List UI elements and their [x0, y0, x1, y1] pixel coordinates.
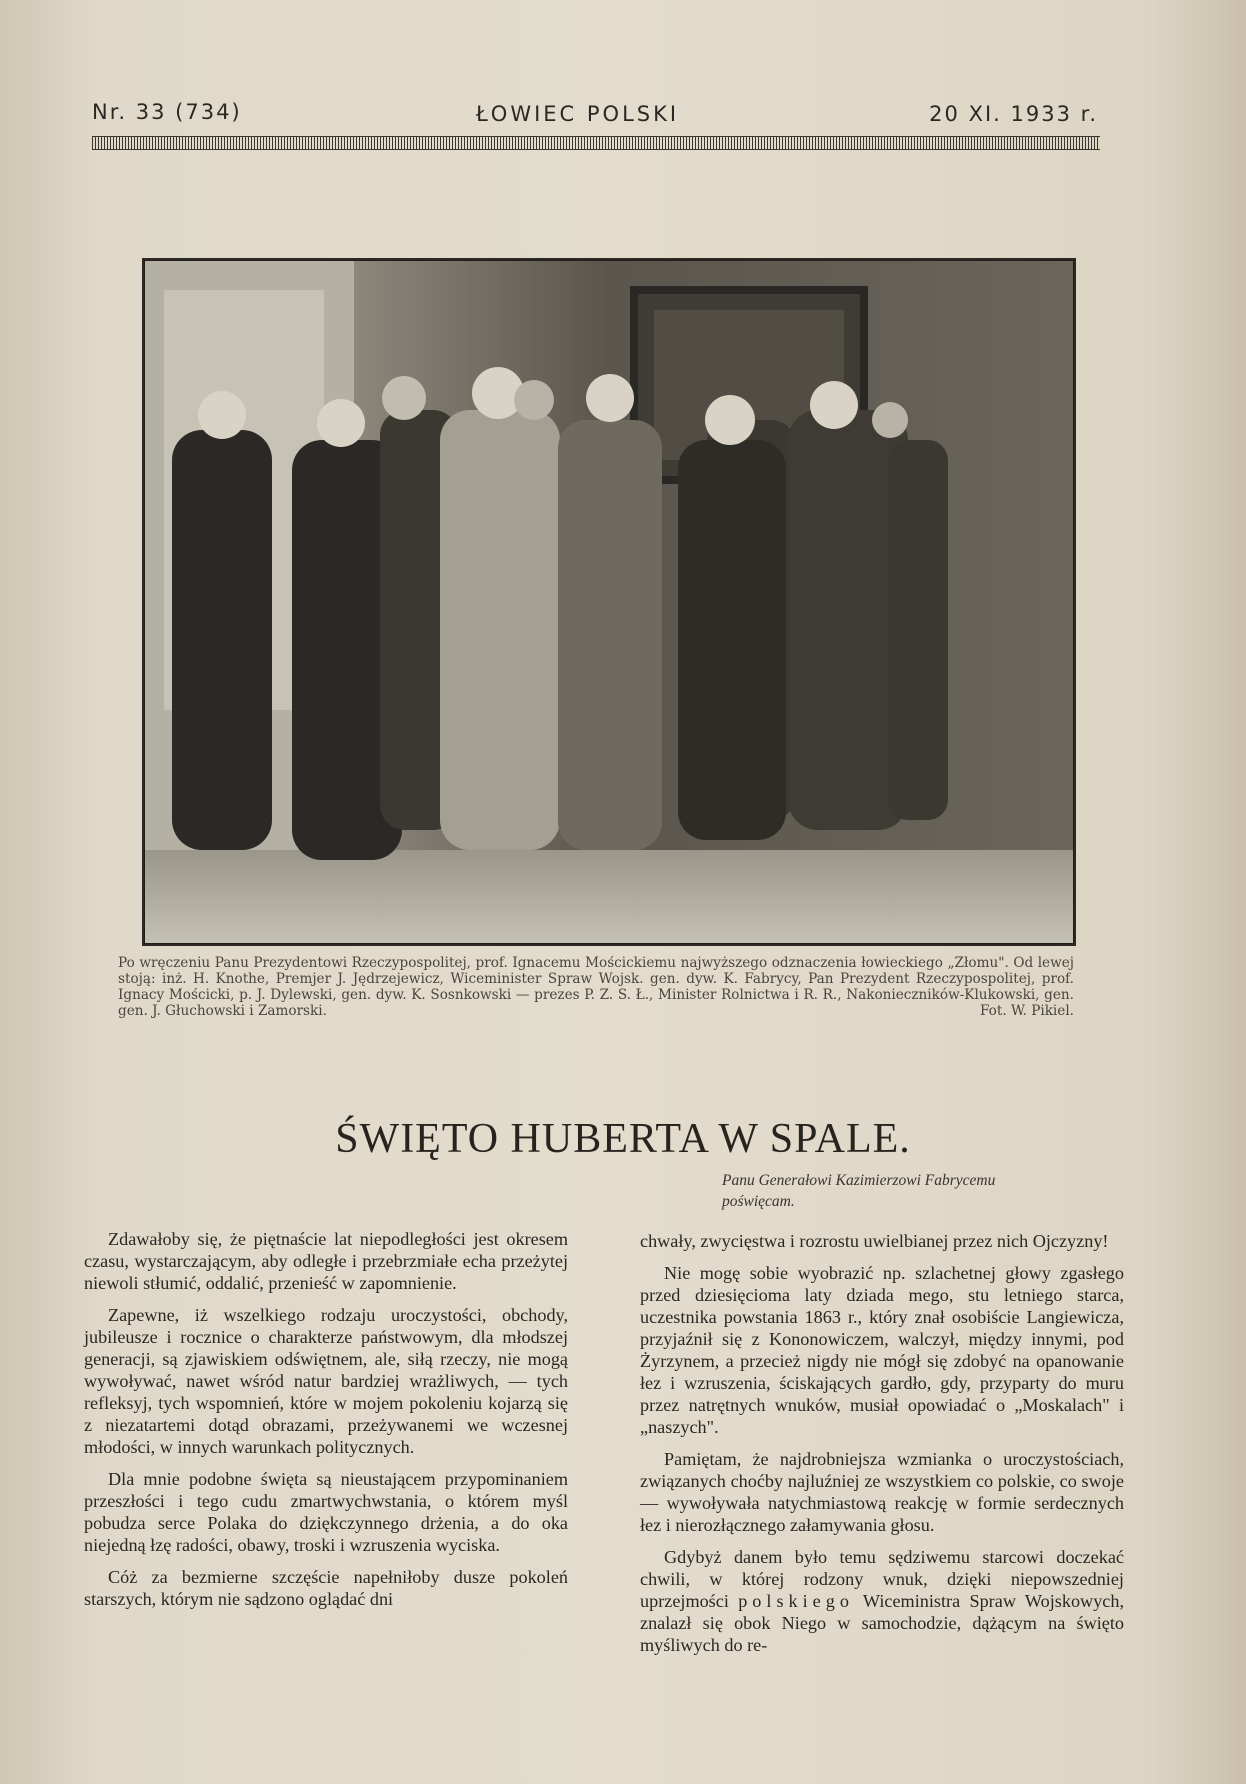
spaced-emphasis: polskiego: [738, 1591, 854, 1611]
paragraph: [640, 1546, 1124, 1656]
paragraph: Zapewne, iż wszelkiego rodzaju uroczystości, obchody, jubileusze i rocznice o charakterze państwowym, dla młodszej generacji, są zjawiskiem odświętnem, ale, siłą rzeczy, nie mogą wywoływać, nawet wśród natur bardziej wrażliwych, — tych refleksyj, tych wspomnień, które w mojem pokoleniu kojarzą się z niezatartemi dotąd obrazami, przeżywanemi we wczesnej młodości, w innych warunkach politycznych.: [84, 1305, 568, 1457]
article-column-right: [640, 1230, 1124, 1666]
paragraph-text: Gdybyż danem było temu sędziwemu starcowi doczekać chwili, w której rodzony wnuk, dzięki niepowszedniej uprzejmości: [640, 1547, 1124, 1611]
article-dedication: [722, 1170, 1102, 1212]
article-column-left: [84, 1228, 568, 1620]
dedication-line-2: poświęcam.: [722, 1193, 795, 1210]
article-headline: ŚWIĘTO HUBERTA W SPALE.: [335, 1116, 911, 1162]
paragraph: Cóż za bezmierne szczęście napełniłoby dusze pokoleń starszych, którym nie sądzono oglądać dni: [84, 1567, 568, 1609]
paragraph: chwały, zwycięstwa i rozrostu uwielbianej przez nich Ojczyzny!: [640, 1231, 1109, 1251]
issue-number: Nr. 33 (734): [92, 100, 242, 124]
photo-illustration: [144, 260, 1074, 944]
photo-caption: [118, 955, 1074, 1019]
paragraph: Zdawałoby się, że piętnaście lat niepodległości jest okresem czasu, wystarczającym, aby odległe i przebrzmiałe echa przeżytej niewoli stłumić, oddalić, przenieść w zapomnienie.: [84, 1229, 568, 1293]
paragraph: Pamiętam, że najdrobniejsza wzmianka o uroczystościach, związanych choćby najluźniej ze wszystkiem co polskie, co swoje — wywoływała natychmiastową reakcję w formie serdecznych łez i nierozłącznego załamywania głosu.: [640, 1449, 1124, 1535]
paragraph-text: Wiceministra Spraw Wojskowych, znalazł się obok Niego w samochodzie, dążącym na święto myśliwych do re-: [640, 1591, 1124, 1655]
paragraph: Nie mogę sobie wyobrazić np. szlachetnej głowy zgasłego przed dziesięcioma laty dziada mego, stu letniego starca, uczestnika powstania 1863 r., który znał osobiście Langiewicza, przyjaźnił się z Kononowiczem, walczył, między innymi, pod Żyrzynem, a przecież nigdy nie mógł się zdobyć na opanowanie łez i wzruszenia, ściskających gardło, gdy, przyparty do muru przez natrętnych wnuków, musiał opowiadać o „Moskalach" i „naszych".: [640, 1263, 1124, 1437]
issue-date: 20 XI. 1933 r.: [929, 102, 1098, 126]
masthead-rule: [92, 136, 1100, 150]
photo-credit: Fot. W. Pikiel.: [979, 1003, 1074, 1019]
caption-text: Po wręczeniu Panu Prezydentowi Rzeczypospolitej, prof. Ignacemu Mościckiemu najwyższego odznaczenia łowieckiego „Złomu". Od lewej stoją: inż. H. Knothe, Premjer J. Jędrzejewicz, Wiceminister Spraw Wojsk. gen. dyw. K. Fabrycy, Pan Prezydent Rzeczypospolitej, prof. Ignacy Mościcki, p. J. Dylewski, gen. dyw. K. Sosnkowski — prezes P. Z. S. Ł., Minister Rolnictwa i R. R., Nakonieczników-Klukowski, gen. gen. J. Głuchowski i Zamorski.: [118, 955, 1074, 1019]
masthead: [92, 100, 1098, 130]
publication-title: ŁOWIEC POLSKI: [476, 102, 680, 126]
dedication-line-1: Panu Generałowi Kazimierzowi Fabrycemu: [722, 1172, 996, 1189]
group-photograph: [142, 258, 1076, 946]
paragraph: Dla mnie podobne święta są nieustającem przypominaniem przeszłości i tego cudu zmartwychwstania, o którem myśl pobudza serce Polaka do dziękczynnego drżenia, a do oka niejedną łzę radości, obawy, troski i wzruszenia wyciska.: [84, 1469, 568, 1555]
